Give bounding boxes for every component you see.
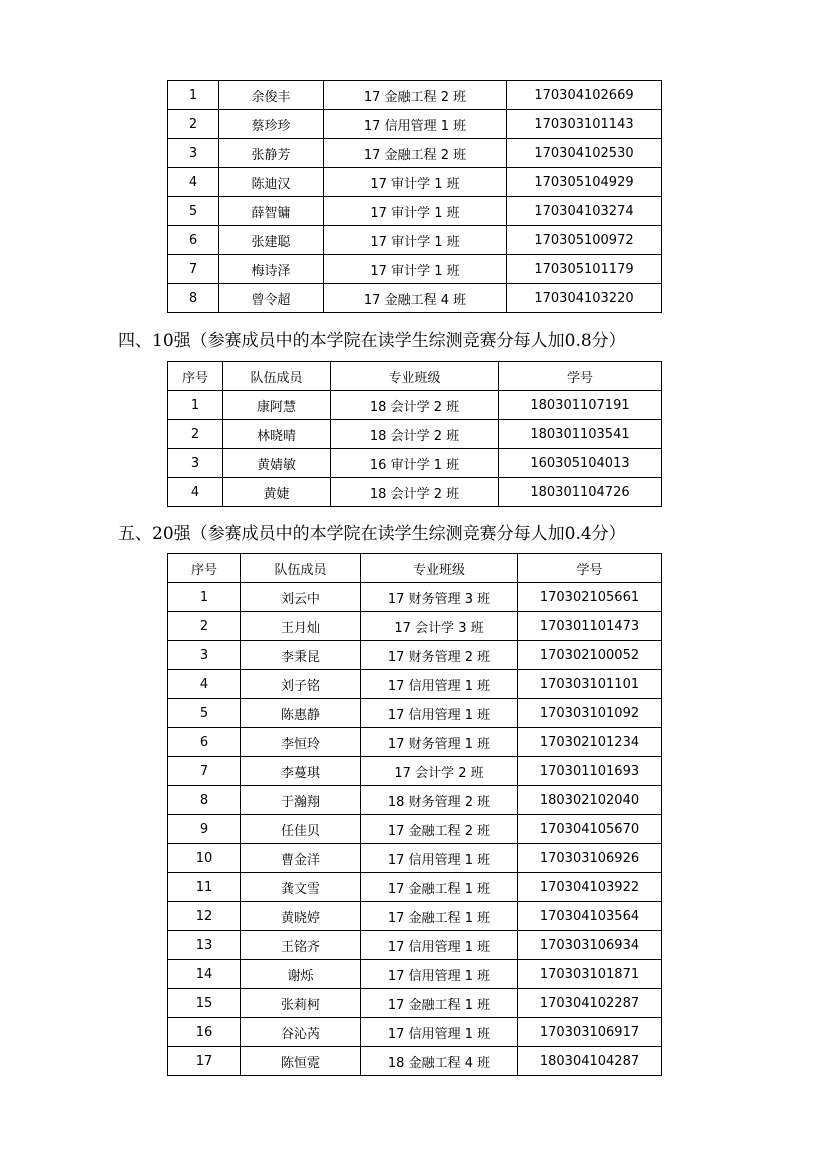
top10-table — [167, 361, 662, 507]
cell-member-name: 李蔓琪 — [241, 757, 361, 786]
cell-student-id: 170302101234 — [518, 728, 662, 757]
cell-student-id: 170305104929 — [507, 168, 662, 197]
cell-class: 17 审计学 1 班 — [324, 197, 507, 226]
table-row — [168, 1047, 662, 1076]
cell-index: 14 — [168, 960, 241, 989]
top10-heading: 四、10强（参赛成员中的本学院在读学生综测竞赛分每人加0.8分） — [118, 331, 626, 351]
table-row — [168, 583, 662, 612]
cell-class: 17 审计学 1 班 — [324, 168, 507, 197]
table-row — [168, 110, 662, 139]
cell-member-name: 余俊丰 — [219, 81, 324, 110]
cell-class: 17 财务管理 3 班 — [361, 583, 518, 612]
cell-class: 17 会计学 3 班 — [361, 612, 518, 641]
top10-table-body — [168, 391, 662, 507]
cell-member-name: 任佳贝 — [241, 815, 361, 844]
table-row — [168, 641, 662, 670]
table-row — [168, 699, 662, 728]
cell-class: 18 财务管理 2 班 — [361, 786, 518, 815]
cell-student-id: 170301101473 — [518, 612, 662, 641]
cell-member-name: 于瀚翔 — [241, 786, 361, 815]
table-row — [168, 391, 662, 420]
cell-class: 17 金融工程 2 班 — [324, 139, 507, 168]
cell-class: 17 信用管理 1 班 — [361, 670, 518, 699]
cell-student-id: 180301103541 — [499, 420, 662, 449]
cell-class: 17 信用管理 1 班 — [361, 960, 518, 989]
header-member: 队伍成员 — [223, 362, 331, 391]
table-row — [168, 168, 662, 197]
cell-class: 17 信用管理 1 班 — [361, 844, 518, 873]
cell-class: 17 金融工程 4 班 — [324, 284, 507, 313]
table-row — [168, 757, 662, 786]
cell-index: 1 — [168, 391, 223, 420]
table-header-row — [168, 554, 662, 583]
cell-class: 18 会计学 2 班 — [331, 478, 499, 507]
top20-table — [167, 553, 662, 1076]
header-index: 序号 — [168, 362, 223, 391]
cell-member-name: 曹金洋 — [241, 844, 361, 873]
table-row — [168, 728, 662, 757]
cell-class: 17 信用管理 1 班 — [361, 1018, 518, 1047]
cell-index: 11 — [168, 873, 241, 902]
cell-member-name: 陈惠静 — [241, 699, 361, 728]
cell-member-name: 陈迪汉 — [219, 168, 324, 197]
cell-student-id: 170301101693 — [518, 757, 662, 786]
cell-class: 17 会计学 2 班 — [361, 757, 518, 786]
cell-class: 16 审计学 1 班 — [331, 449, 499, 478]
cell-class: 17 信用管理 1 班 — [361, 699, 518, 728]
table-row — [168, 478, 662, 507]
table-row — [168, 612, 662, 641]
cell-index: 4 — [168, 168, 219, 197]
cell-student-id: 170302100052 — [518, 641, 662, 670]
cell-student-id: 180301107191 — [499, 391, 662, 420]
cell-student-id: 170304102530 — [507, 139, 662, 168]
table-row — [168, 449, 662, 478]
cell-student-id: 180304104287 — [518, 1047, 662, 1076]
table-row — [168, 420, 662, 449]
table-row — [168, 284, 662, 313]
cell-member-name: 刘子铭 — [241, 670, 361, 699]
cell-index: 12 — [168, 902, 241, 931]
cell-member-name: 林晓晴 — [223, 420, 331, 449]
cell-index: 7 — [168, 255, 219, 284]
cell-student-id: 170304105670 — [518, 815, 662, 844]
cell-member-name: 李秉昆 — [241, 641, 361, 670]
cell-member-name: 黄婧敏 — [223, 449, 331, 478]
cell-index: 6 — [168, 728, 241, 757]
top8-table — [167, 80, 662, 313]
cell-student-id: 170303106934 — [518, 931, 662, 960]
cell-class: 17 金融工程 1 班 — [361, 989, 518, 1018]
table-row — [168, 960, 662, 989]
cell-student-id: 170303106926 — [518, 844, 662, 873]
cell-student-id: 170303101101 — [518, 670, 662, 699]
cell-index: 13 — [168, 931, 241, 960]
cell-class: 17 金融工程 1 班 — [361, 902, 518, 931]
cell-class: 18 会计学 2 班 — [331, 391, 499, 420]
cell-index: 1 — [168, 583, 241, 612]
cell-student-id: 170304103220 — [507, 284, 662, 313]
cell-index: 4 — [168, 478, 223, 507]
cell-index: 9 — [168, 815, 241, 844]
table-row — [168, 873, 662, 902]
cell-class: 17 财务管理 1 班 — [361, 728, 518, 757]
cell-member-name: 张静芳 — [219, 139, 324, 168]
cell-index: 16 — [168, 1018, 241, 1047]
cell-index: 5 — [168, 699, 241, 728]
cell-class: 18 会计学 2 班 — [331, 420, 499, 449]
cell-index: 3 — [168, 641, 241, 670]
cell-class: 17 信用管理 1 班 — [361, 931, 518, 960]
cell-student-id: 170304102287 — [518, 989, 662, 1018]
cell-student-id: 170305101179 — [507, 255, 662, 284]
cell-index: 2 — [168, 420, 223, 449]
header-student-id: 学号 — [518, 554, 662, 583]
table-row — [168, 1018, 662, 1047]
cell-student-id: 170303101871 — [518, 960, 662, 989]
cell-index: 10 — [168, 844, 241, 873]
table-row — [168, 844, 662, 873]
table-header-row — [168, 362, 662, 391]
cell-class: 18 金融工程 4 班 — [361, 1047, 518, 1076]
top8-table-body — [168, 81, 662, 313]
cell-class: 17 信用管理 1 班 — [324, 110, 507, 139]
cell-member-name: 曾令超 — [219, 284, 324, 313]
cell-index: 4 — [168, 670, 241, 699]
cell-member-name: 张建聪 — [219, 226, 324, 255]
cell-member-name: 梅诗泽 — [219, 255, 324, 284]
cell-student-id: 160305104013 — [499, 449, 662, 478]
table-row — [168, 197, 662, 226]
cell-class: 17 审计学 1 班 — [324, 255, 507, 284]
cell-student-id: 180301104726 — [499, 478, 662, 507]
table-row — [168, 786, 662, 815]
cell-student-id: 170304103274 — [507, 197, 662, 226]
cell-index: 3 — [168, 449, 223, 478]
cell-member-name: 谷沁芮 — [241, 1018, 361, 1047]
cell-class: 17 金融工程 2 班 — [324, 81, 507, 110]
cell-student-id: 170303101143 — [507, 110, 662, 139]
cell-index: 2 — [168, 612, 241, 641]
cell-class: 17 金融工程 1 班 — [361, 873, 518, 902]
cell-index: 8 — [168, 284, 219, 313]
cell-member-name: 张莉柯 — [241, 989, 361, 1018]
table-row — [168, 815, 662, 844]
cell-member-name: 王铭齐 — [241, 931, 361, 960]
top20-table-body — [168, 583, 662, 1076]
cell-member-name: 谢烁 — [241, 960, 361, 989]
cell-index: 2 — [168, 110, 219, 139]
cell-index: 3 — [168, 139, 219, 168]
cell-index: 17 — [168, 1047, 241, 1076]
cell-student-id: 170303106917 — [518, 1018, 662, 1047]
cell-member-name: 黄婕 — [223, 478, 331, 507]
table-row — [168, 139, 662, 168]
table-row — [168, 931, 662, 960]
cell-member-name: 蔡珍珍 — [219, 110, 324, 139]
cell-member-name: 刘云中 — [241, 583, 361, 612]
cell-student-id: 170303101092 — [518, 699, 662, 728]
header-class: 专业班级 — [361, 554, 518, 583]
table-row — [168, 902, 662, 931]
cell-class: 17 财务管理 2 班 — [361, 641, 518, 670]
cell-student-id: 180302102040 — [518, 786, 662, 815]
cell-student-id: 170304103922 — [518, 873, 662, 902]
cell-index: 15 — [168, 989, 241, 1018]
header-class: 专业班级 — [331, 362, 499, 391]
cell-member-name: 陈恒霓 — [241, 1047, 361, 1076]
cell-student-id: 170304102669 — [507, 81, 662, 110]
cell-member-name: 黄晓婷 — [241, 902, 361, 931]
top20-heading: 五、20强（参赛成员中的本学院在读学生综测竞赛分每人加0.4分） — [118, 524, 626, 544]
table-row — [168, 226, 662, 255]
cell-member-name: 王月灿 — [241, 612, 361, 641]
cell-index: 6 — [168, 226, 219, 255]
cell-index: 5 — [168, 197, 219, 226]
cell-student-id: 170302105661 — [518, 583, 662, 612]
cell-student-id: 170305100972 — [507, 226, 662, 255]
table-row — [168, 255, 662, 284]
table-row — [168, 81, 662, 110]
cell-member-name: 薛智镛 — [219, 197, 324, 226]
cell-member-name: 康阿慧 — [223, 391, 331, 420]
table-row — [168, 989, 662, 1018]
header-index: 序号 — [168, 554, 241, 583]
cell-class: 17 审计学 1 班 — [324, 226, 507, 255]
cell-member-name: 龚文雪 — [241, 873, 361, 902]
cell-class: 17 金融工程 2 班 — [361, 815, 518, 844]
cell-index: 8 — [168, 786, 241, 815]
header-member: 队伍成员 — [241, 554, 361, 583]
cell-index: 7 — [168, 757, 241, 786]
cell-index: 1 — [168, 81, 219, 110]
table-row — [168, 670, 662, 699]
cell-member-name: 李恒玲 — [241, 728, 361, 757]
header-student-id: 学号 — [499, 362, 662, 391]
cell-student-id: 170304103564 — [518, 902, 662, 931]
